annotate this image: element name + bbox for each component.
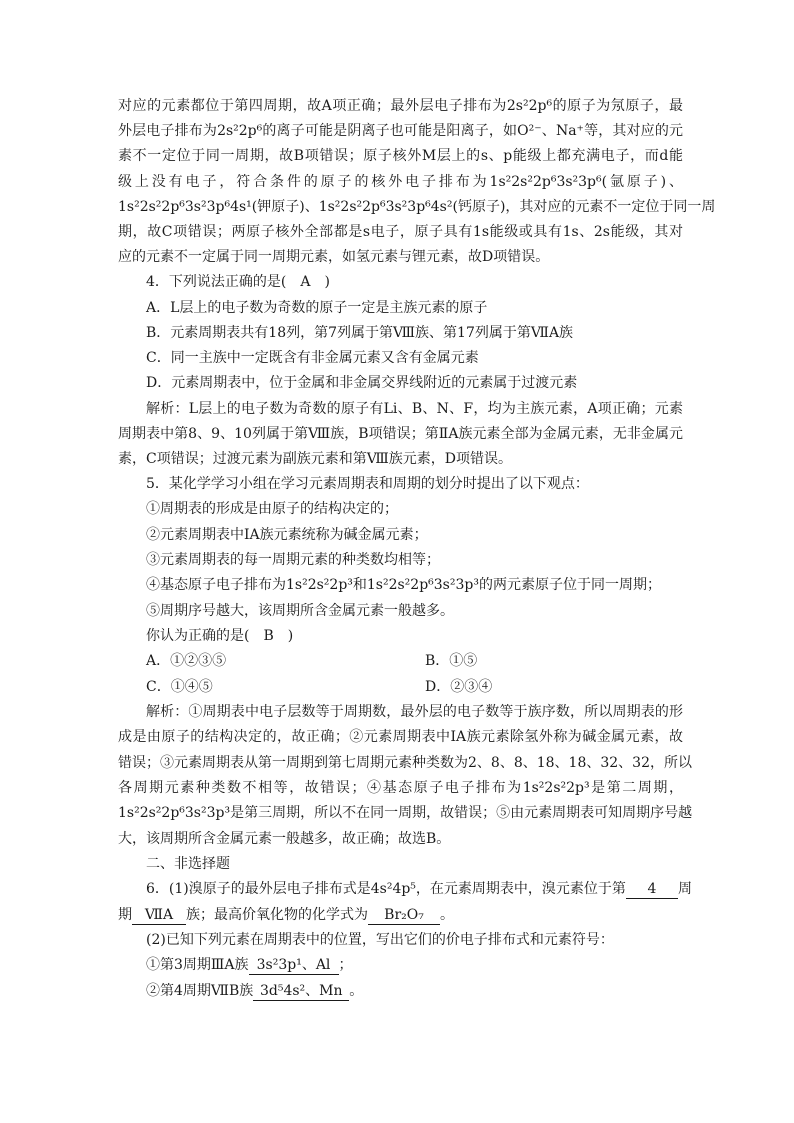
q6-text: ； <box>338 957 353 973</box>
q6-text: ①第3周期ⅢA族 <box>146 957 249 973</box>
q5-analysis-line: 各周期元素种类数不相等，故错误；④基态原子电子排布为1s²2s²2p³是第二周期， <box>118 780 683 796</box>
q4-option-c: C．同一主族中一定既含有非金属元素又含有金属元素 <box>146 350 479 366</box>
q6-part1-line1 <box>146 877 692 901</box>
q6-part1-line2 <box>118 903 683 927</box>
q5-option-d: D．②③④ <box>425 679 493 695</box>
paragraph-line: 素不一定位于同一周期，故B项错误；原子核外M层上的s、p能级上都充满电子，而d能 <box>118 148 683 164</box>
q5-point: ③元素周期表的每一周期元素的种类数均相等； <box>146 552 440 568</box>
q5-option-a: A．①②③⑤ <box>146 653 227 669</box>
paragraph-line: 期，故C项错误；两原子核外全部都是s电子，原子具有1s能级或具有1s、2s能级，其对 <box>118 224 683 240</box>
q5-point: ⑤周期序号越大，该周期所含金属元素一般越多。 <box>146 603 454 619</box>
q5-analysis-line: 1s²2s²2p⁶3s²3p³是第三周期，所以不在同一周期，故错误；⑤由元素周期表可知周期序号越 <box>118 805 693 821</box>
q6-answer-blank: ⅦA <box>132 906 186 925</box>
q6-text: 。 <box>440 907 454 923</box>
q4-stem: 4．下列说法正确的是( A ) <box>146 274 330 290</box>
q5-option-c: C．①④⑤ <box>146 679 213 695</box>
q6-text: 族；最高价氧化物的化学式为 <box>186 907 368 923</box>
q5-analysis-line: 成是由原子的结构决定的，故正确；②元素周期表中IA族元素除氢外称为碱金属元素，故 <box>118 729 683 745</box>
q5-stem: 5．某化学学习小组在学习元素周期表和周期的划分时提出了以下观点： <box>146 476 589 492</box>
paragraph-line: 应的元素不一定属于同一周期元素，如氢元素与锂元素，故D项错误。 <box>118 249 550 265</box>
q6-text: 周 <box>677 881 692 897</box>
paragraph-line: 对应的元素都位于第四周期，故A项正确；最外层电子排布为2s²2p⁶的原子为氖原子，最 <box>118 98 683 114</box>
q6-part2-item <box>146 953 711 977</box>
q5-analysis-line: 解析：①周期表中电子层数等于周期数，最外层的电子数等于族序数，所以周期表的形 <box>146 704 683 720</box>
q6-part2-stem: (2)已知下列元素在周期表中的位置，写出它们的价电子排布式和元素符号： <box>146 932 614 948</box>
q6-text: 期 <box>118 907 132 923</box>
q4-analysis-line: 素，C项错误；过渡元素为副族元素和第Ⅷ族元素，D项错误。 <box>118 451 512 467</box>
q4-analysis-line: 解析：L层上的电子数为奇数的原子有Li、B、N、F，均为主族元素，A项正确；元素 <box>146 401 683 417</box>
q5-analysis-line: 错误；③元素周期表从第一周期到第七周期元素种类数为2、8、8、18、18、32、32，所以 <box>118 755 692 771</box>
q6-text: 。 <box>349 983 364 999</box>
paragraph-line: 级上没有电子，符合条件的原子的核外电子排布为1s²2s²2p⁶3s²3p⁶(氩原子)、 <box>118 174 683 190</box>
section-heading: 二、非选择题 <box>146 856 230 872</box>
q5-point: ④基态原子电子排布为1s²2s²2p³和1s²2s²2p⁶3s²3p³的两元素原子位于同一周期； <box>146 577 661 593</box>
q5-point: ②元素周期表中IA族元素统称为碱金属元素； <box>146 527 428 543</box>
q4-analysis-line: 周期表中第8、9、10列属于第Ⅷ族，B项错误；第ⅡA族元素全部为金属元素，无非金属元 <box>118 426 683 442</box>
q6-answer-blank: 3d⁵4s²、Mn <box>253 982 349 1001</box>
q4-option-b: B．元素周期表共有18列，第7列属于第Ⅷ族、第17列属于第ⅦA族 <box>146 325 574 341</box>
q5-ask: 你认为正确的是( B ) <box>146 628 294 644</box>
q6-answer-blank: 3s²3p¹、Al <box>249 956 339 975</box>
q5-point: ①周期表的形成是由原子的结构决定的； <box>146 501 398 517</box>
q5-analysis-line: 大，该周期所含金属元素一般越多，故正确；故选B。 <box>118 831 451 847</box>
q4-option-a: A．L层上的电子数为奇数的原子一定是主族元素的原子 <box>146 300 488 316</box>
q6-part2-item <box>146 979 711 1003</box>
q6-answer-blank: Br₂O₇ <box>368 906 440 925</box>
q4-option-d: D．元素周期表中，位于金属和非金属交界线附近的元素属于过渡元素 <box>146 375 578 391</box>
q6-answer-blank: 4 <box>626 880 678 899</box>
q6-text: 6．(1)溴原子的最外层电子排布式是4s²4p⁵，在元素周期表中，溴元素位于第 <box>146 881 626 897</box>
paragraph-line: 外层电子排布为2s²2p⁶的离子可能是阴离子也可能是阳离子，如O²⁻、Na⁺等，其对应的元 <box>118 123 683 139</box>
q6-text: ②第4周期ⅦB族 <box>146 983 254 999</box>
q5-option-b: B．①⑤ <box>425 653 478 669</box>
paragraph-line: 1s²2s²2p⁶3s²3p⁶4s¹(钾原子)、1s²2s²2p⁶3s²3p⁶4s²(钙原子)，其对应的元素不一定位于同一周 <box>118 199 716 215</box>
